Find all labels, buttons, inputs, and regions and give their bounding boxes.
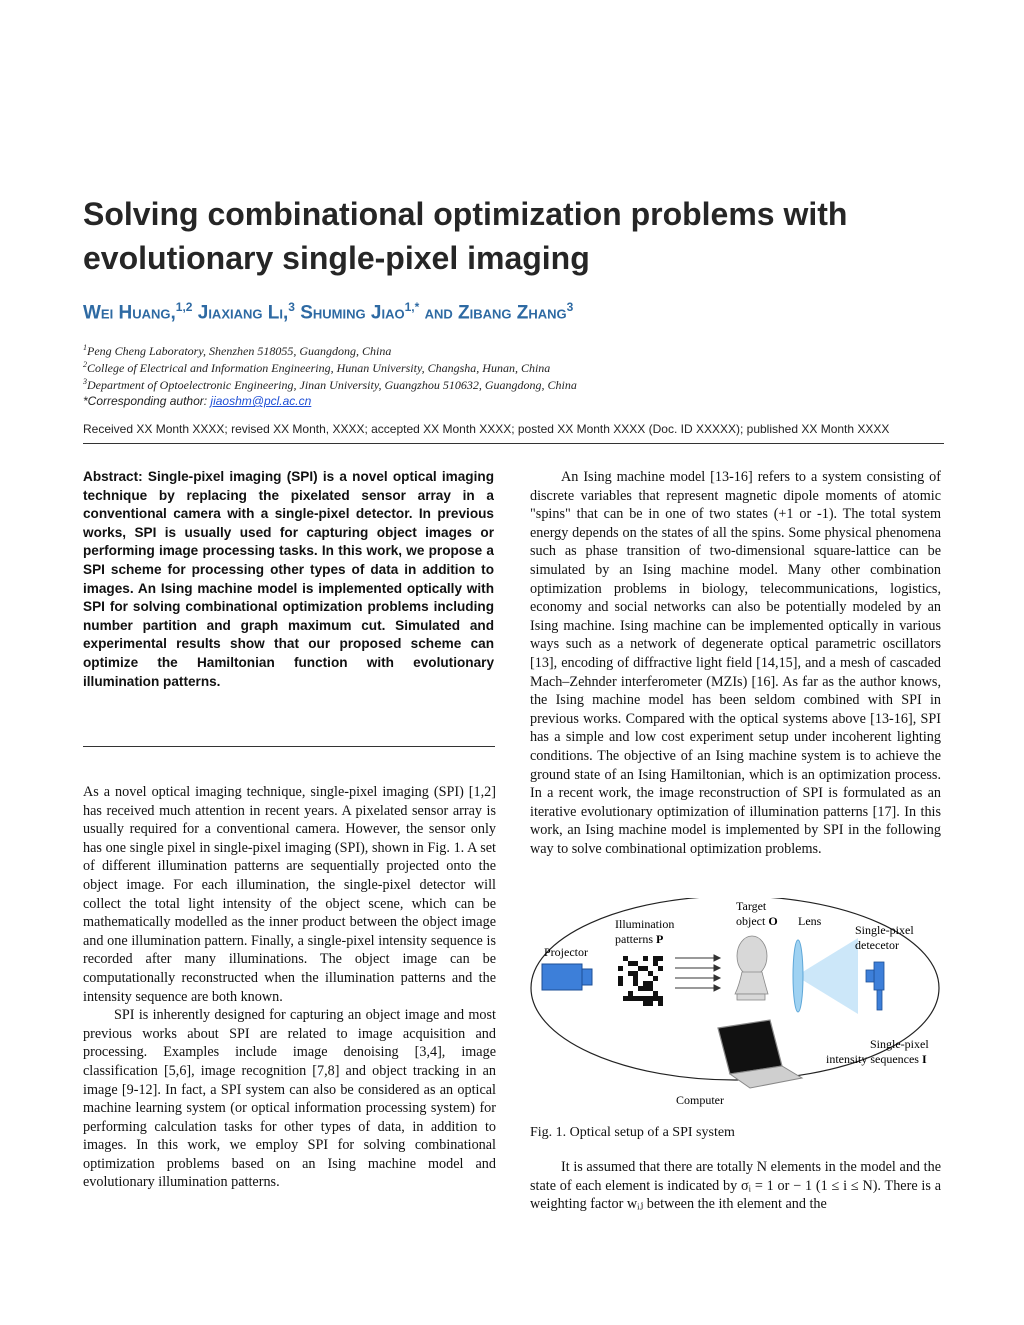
intro-paragraph-1: As a novel optical imaging technique, single-pixel imaging (SPI) [1,2] has received much attention in recent years. A pixelated sensor array is usually required for a conventional camera. However, the sensor only has one single pixel in single-pixel imaging (SPI), shown in Fig. 1. A set of different illumination patterns are sequentially projected onto the object image. For each illumination, the single-pixel detector will collect the total light intensity of the object scene, which can be mathematically modelled as the inner product between the object image and one illumination pattern. Finally, a single-pixel intensity sequence is recorded after many illuminations. The object image can be computationally reconstructed when the illumination patterns and the intensity sequence are both known. [83,784,496,1005]
light-arrows-icon [675,955,720,991]
label-sequence-2: intensity sequences I [826,1052,927,1066]
label-sequence-1: Single-pixel [870,1037,929,1051]
affiliation-3: $^3$Department of Optoelectronic Engineering, Jinan University, Guangzhou 510632, Guangdong, China [83,377,577,392]
received-dates: Received XX Month XXXX; revised XX Month, XXXX; accepted XX Month XXXX; posted XX Month XXXX (Doc. ID XXXXX); published XX Month XXXX [83,422,890,436]
lens-icon [793,938,858,1014]
label-illumination-1: Illumination [615,917,675,931]
label-detector-2: detecetor [855,938,899,952]
author-name: Jiaxiang Li, [197,302,289,324]
author-affiliation-sup: 1,* [404,300,420,314]
label-detector-1: Single-pixel [855,923,914,937]
intro-paragraph-2: SPI is inherently designed for capturing an object image and most previous works about SPI are related to image acquisition and processing. Examples include image denoising [3,4], image classification [5,6], image recognition [7,8] and object tracking in an image [9-12]. In fact, a SPI system can also be considered as an optical machine learning system (or optical information processing system) for performing calculation tasks for other types of data, in addition to images. In this work, we employ SPI for solving combinational optimization problems based on an Ising machine model and evolutionary illumination patterns. [83,1007,496,1191]
author-name: Zibang Zhang [458,302,567,324]
abstract-divider [83,746,495,747]
abstract: Abstract: Single-pixel imaging (SPI) is a novel optical imaging technique by replacing the pixelated sensor array in a conventional camera with a single-pixel detector. In previous works, SPI is usually used for capturing object images or performing image processing tasks. In this work, we propose a SPI scheme for processing other types of data in addition to images. An Ising machine model is implemented optically with SPI for solving combinational optimization problems including number partition and graph maximum cut. Simulated and experimental results show that our proposed scheme can optimize the Hamiltonian function with evolutionary illumination patterns. [83,469,494,689]
header-divider [83,443,944,444]
model-paragraph: It is assumed that there are totally N elements in the model and the state of each element is indicated by σᵢ = 1 or − 1 (1 ≤ i ≤ N). There is a weighting factor wᵢⱼ between the ith element and the [530,1159,941,1213]
affiliation-2: $^2$College of Electrical and Information Engineering, Hunan University, Changsha, Hunan, China [83,360,551,375]
author-affiliation-sup: 3 [288,300,295,314]
label-target-2: object O [736,914,778,928]
target-object-bust-icon [735,936,768,1000]
right-column-continued [530,1158,941,1214]
label-illumination-2: patterns P [615,932,664,946]
illumination-pattern-icon [618,956,663,1006]
affiliation-1: $^1$Peng Cheng Laboratory, Shenzhen 518055, Guangdong, China [83,343,392,358]
projector-icon [542,964,592,990]
author-name: Shuming Jiao [300,302,405,324]
author-name: and [424,302,453,324]
label-lens: Lens [798,914,822,928]
figure-caption: Fig. 1. Optical setup of a SPI system [530,1125,735,1140]
author-name: Wei Huang, [83,302,176,324]
label-target-1: Target [736,899,767,913]
author-affiliation-sup: 3 [566,300,574,314]
author-list [83,300,573,324]
left-column [83,783,496,1192]
corresponding-author: *Corresponding author: jiaoshm@pcl.ac.cn [83,394,312,408]
computer-laptop-icon [718,1020,802,1088]
ising-paragraph: An Ising machine model [13-16] refers to a system consisting of discrete variables that represent magnetic dipole moments of atomic "spins" that can be in one of two states (+1 or -1). The total system energy depends on the states of all the spins. Some physical phenomena such as phase transition of two-dimensional square-lattice can be simulated by an Ising machine model. Many other combination optimization problems in biology, telecommunications, logistics, economy and social networks can also be potentially modeled by an Ising machine. Ising machine can be implemented optically in various ways such as a network of degenerate optical parametric oscillators [13], encoding of diffractive light field [14,15], and a mesh of cascaded Mach–Zehnder interferometer (MZIs) [16]. As far as the author knows, the Ising machine model has been seldom combined with SPI in previous works. Compared with the optical systems above [13-16], SPI has a simple and low cost experiment setup under incoherent lighting conditions. The objective of an Ising machine system is to achieve the ground state of an Ising Hamiltonian, which is an optimization process. In a recent work, the image reconstruction of SPI is formulated as an iterative evolutionary optimization of illumination patterns [17]. In this work, an Ising machine model is implemented by SPI in the following way to solve combinational optimization problems. [530,469,941,857]
paper-title: Solving combinational optimization problems with evolutionary single-pixel imaging [83,196,848,276]
label-computer: Computer [676,1093,724,1107]
author-affiliation-sup: 1,2 [175,300,193,314]
figure-optical-setup [530,898,941,1116]
single-pixel-detector-icon [866,962,884,1010]
corresponding-email-link[interactable]: jiaoshm@pcl.ac.cn [210,394,312,408]
right-column [530,468,941,858]
label-projector: Projector [544,945,588,959]
